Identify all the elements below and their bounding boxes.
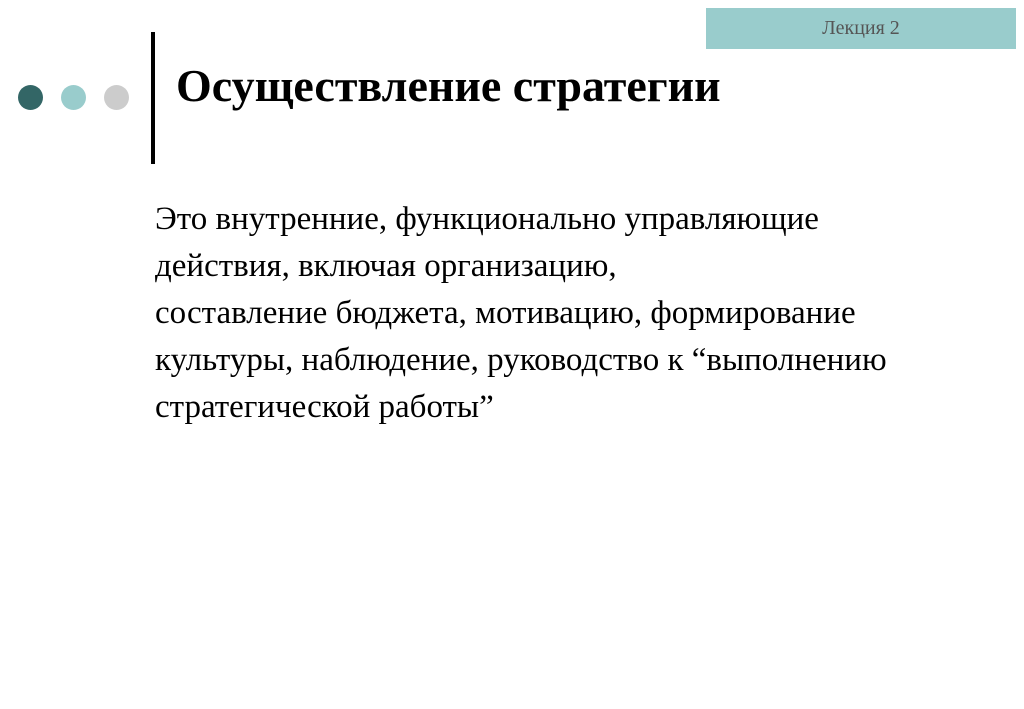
decorative-dot-light xyxy=(61,85,86,110)
body-text xyxy=(155,196,887,431)
decorative-dot-gray xyxy=(104,85,129,110)
decorative-dot-dark xyxy=(18,85,43,110)
body-line-1: Это внутренние, функционально управляющие xyxy=(155,201,819,237)
lecture-label: Лекция 2 xyxy=(706,8,1016,49)
slide-title: Осуществление стратегии xyxy=(176,60,721,111)
body-line-2: действия, включая организацию, xyxy=(155,248,617,284)
vertical-divider xyxy=(151,32,155,164)
body-line-5: стратегической работы” xyxy=(155,389,494,425)
body-line-4: культуры, наблюдение, руководство к “выполнению xyxy=(155,342,887,378)
body-line-3: составление бюджета, мотивацию, формирование xyxy=(155,295,856,331)
